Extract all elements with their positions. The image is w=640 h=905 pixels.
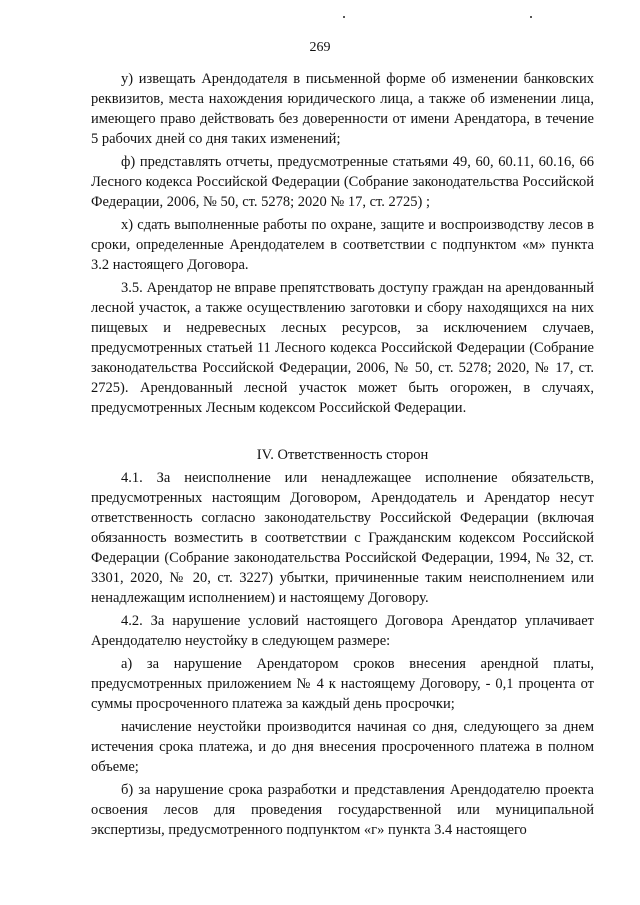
paragraph-4-2: 4.2. За нарушение условий настоящего Договора Арендатор уплачивает Арендодателю неустойку в следующем размере: xyxy=(91,613,594,649)
paragraph-4-1: 4.1. За неисполнение или ненадлежащее исполнение обязательств, предусмотренных настоящим Договором, Арендодатель и Арендатор несут ответственность согласно законодательству Российской Федерации (включая обязанность возместить в соответствии с Гражданским кодексом Российской Федерации (Собрание законодательства Российской Федерации, 1994, № 32, ст. 3301, 2020, № 20, ст. 3227) убытки, причиненные таким неисполнением или ненадлежащим исполнением) и настоящему Договору. xyxy=(91,470,594,606)
paragraph-3-5: 3.5. Арендатор не вправе препятствовать доступу граждан на арендованный лесной участок, а также осуществлению заготовки и сбору находящихся на них пищевых и недревесных лесных ресурсов, за исключением случаев, предусмотренных статьей 11 Лесного кодекса Российской Федерации (Собрание законодательства Российской Федерации, 2006, № 50, ст. 5278; 2020, № 17, ст. 2725). Арендованный лесной участок может быть огорожен, в случаях, предусмотренных Лесным кодексом Российской Федерации. xyxy=(91,280,594,416)
paragraph-u: у) извещать Арендодателя в письменной форме об изменении банковских реквизитов, места нахождения юридического лица, а также об изменении лица, имеющего право действовать без доверенности от имени Арендатора, в течение 5 рабочих дней со дня таких изменений; xyxy=(91,71,594,147)
scan-speck xyxy=(343,16,345,18)
section-heading: IV. Ответственность сторон xyxy=(256,447,429,463)
paragraph-penalty-accrual: начисление неустойки производится начиная со дня, следующего за днем истечения срока платежа, и до дня внесения просроченного платежа в полном объеме; xyxy=(91,719,594,775)
scan-speck xyxy=(530,16,532,18)
page-number: 269 xyxy=(309,40,331,55)
document-body xyxy=(91,69,594,840)
paragraph-kh: х) сдать выполненные работы по охране, защите и воспроизводству лесов в сроки, определенные Арендодателем в соответствии с подпунктом «м» пункта 3.2 настоящего Договора. xyxy=(91,217,594,273)
paragraph-f: ф) представлять отчеты, предусмотренные статьями 49, 60, 60.11, 60.16, 66 Лесного кодекса Российской Федерации (Собрание законодательства Российской Федерации, 2006, № 50, ст. 5278; 2020 № 17, ст. 2725) ; xyxy=(91,154,594,210)
paragraph-4-2-b: б) за нарушение срока разработки и представления Арендодателю проекта освоения лесов для проведения государственной или муниципальной экспертизы, предусмотренного подпунктом «г» пункта 3.4 настоящего xyxy=(91,782,594,838)
paragraph-4-2-a: а) за нарушение Арендатором сроков внесения арендной платы, предусмотренных приложением № 4 к настоящему Договору, - 0,1 процента от суммы просроченного платежа за каждый день просрочки; xyxy=(91,656,594,712)
